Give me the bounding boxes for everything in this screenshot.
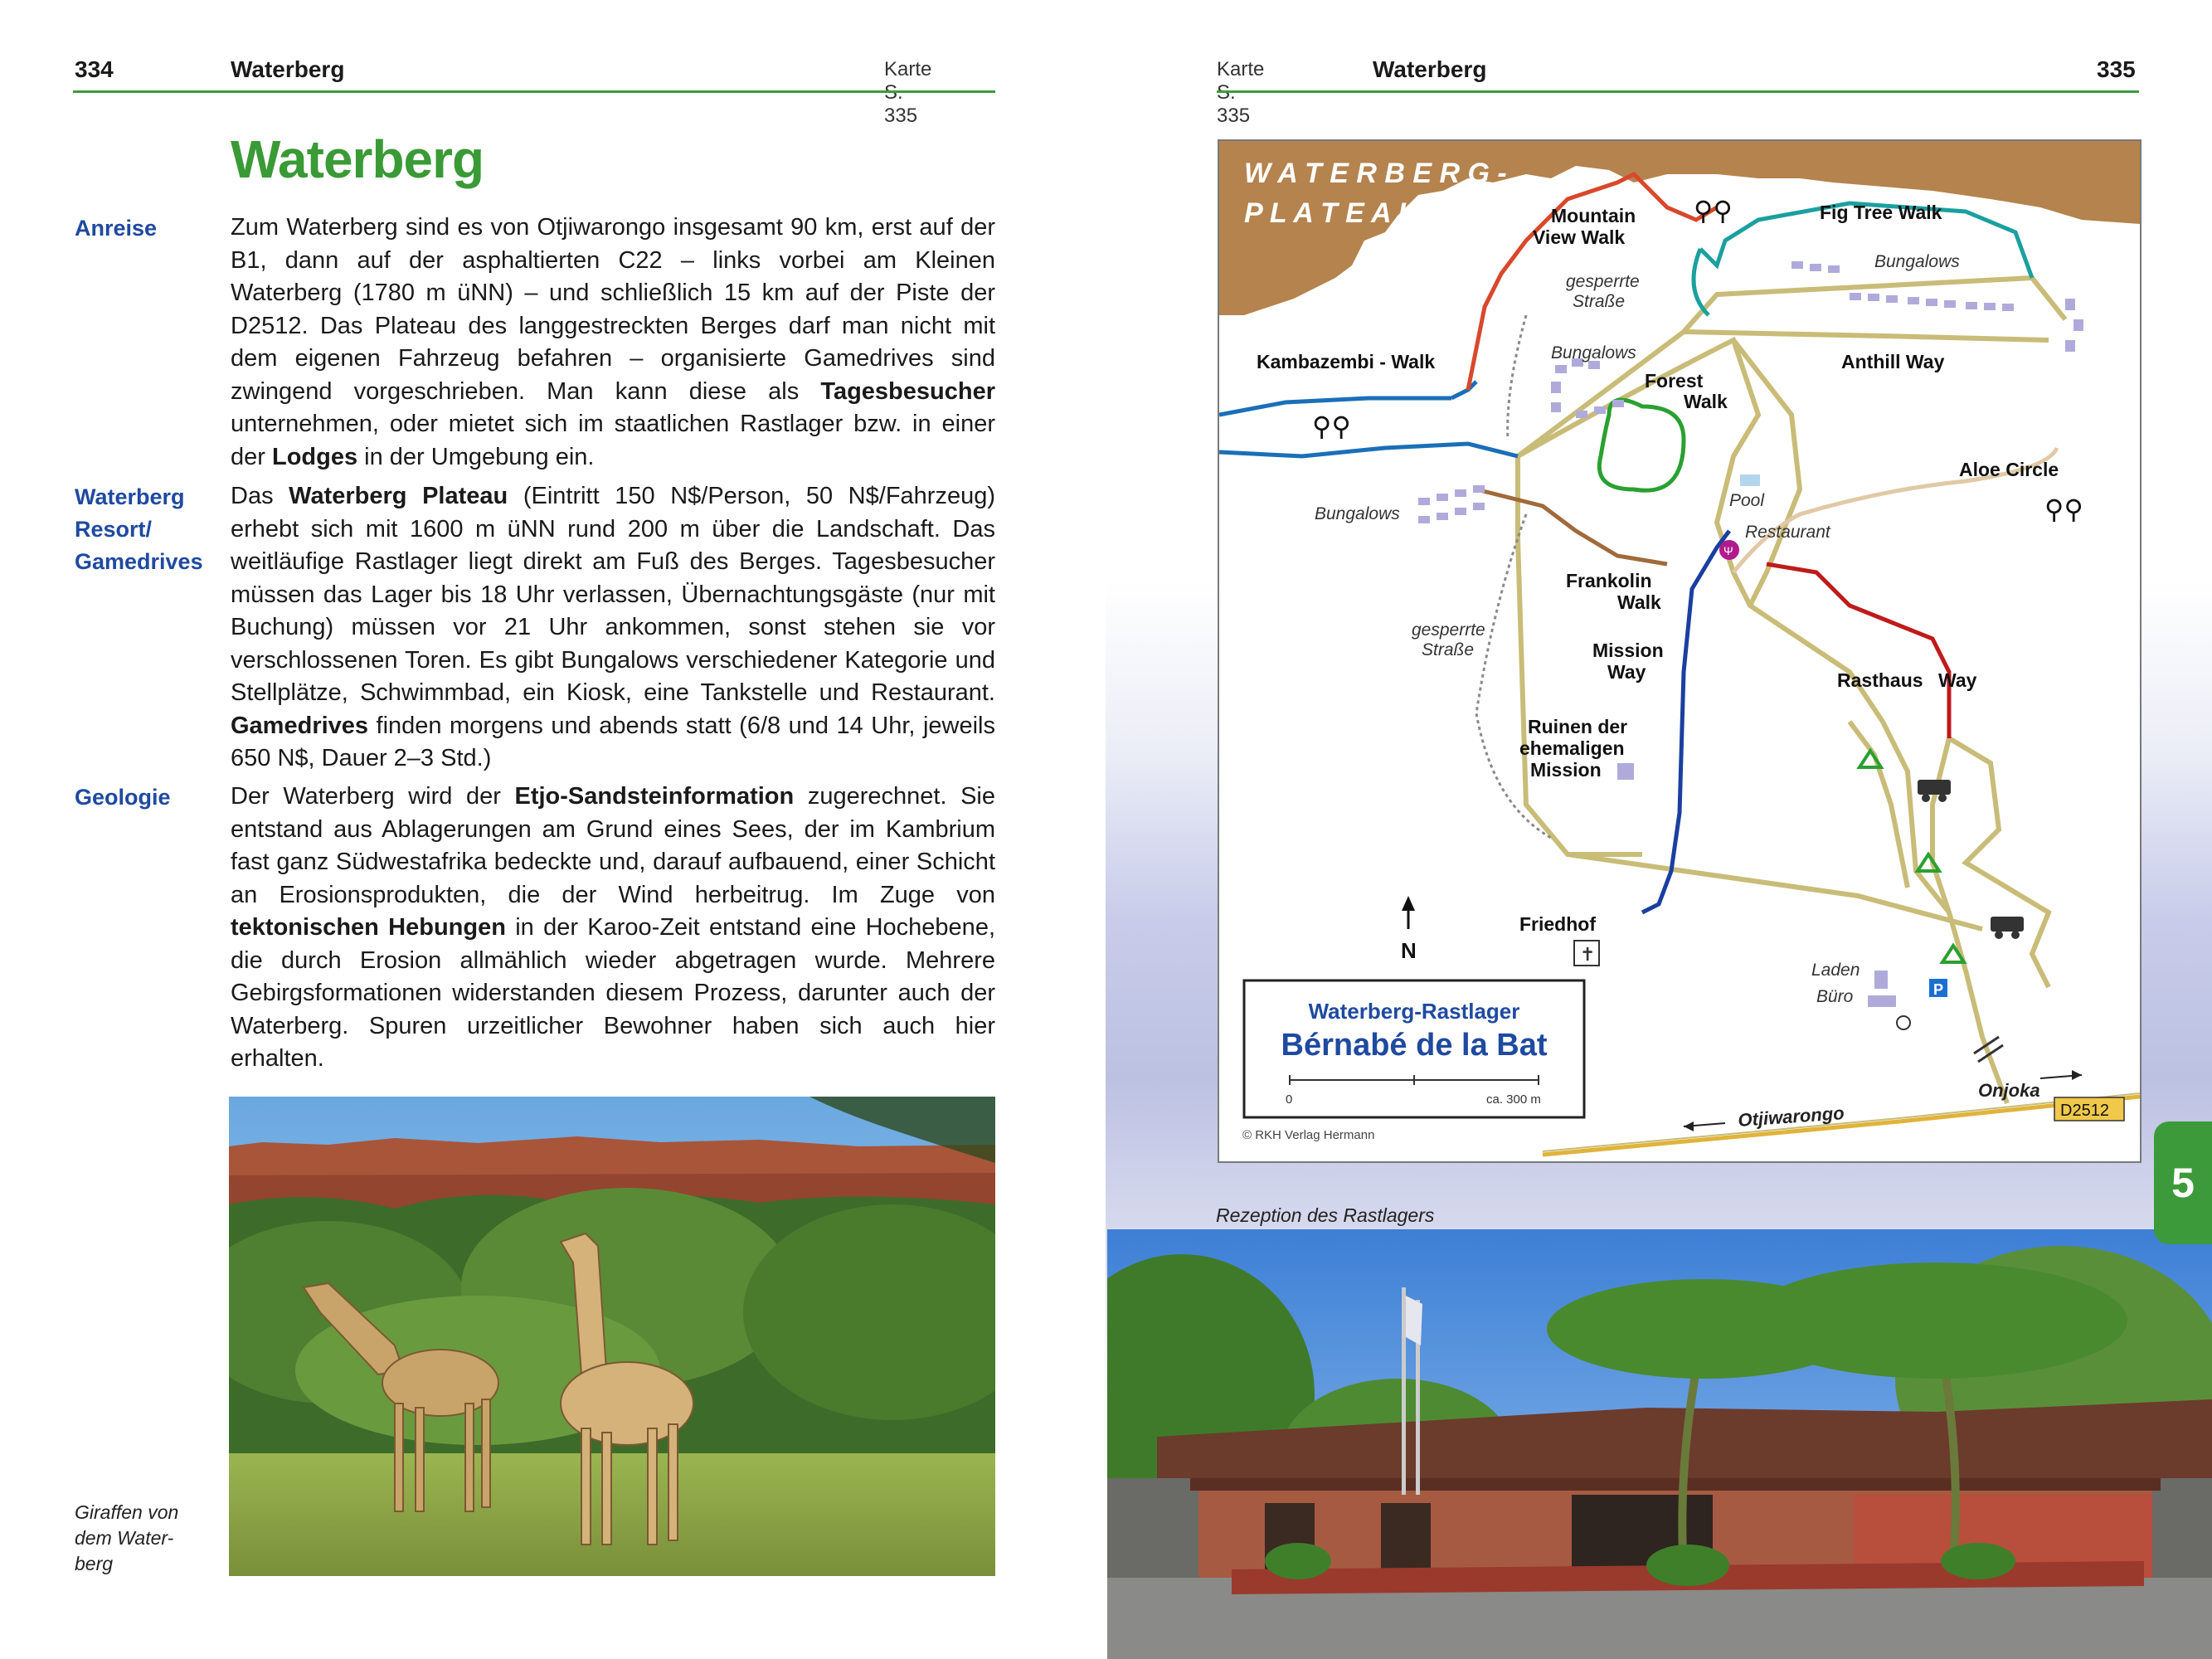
chapter-tab: 5 bbox=[2154, 1121, 2212, 1244]
svg-text:P: P bbox=[1933, 981, 1944, 998]
caption-line: dem Water- bbox=[75, 1527, 174, 1549]
label-onjoka: Onjoka bbox=[1978, 1080, 2040, 1101]
label-mountain-view-1: Mountain bbox=[1551, 205, 1636, 226]
label-forest-1: Forest bbox=[1645, 370, 1704, 392]
label-rasthaus-2: Way bbox=[1938, 669, 1977, 691]
label-gesperrte-2a: gesperrte bbox=[1412, 620, 1485, 640]
label-laden: Laden bbox=[1811, 961, 1860, 980]
plateau-label-line2: P L A T E A U bbox=[1244, 197, 1419, 229]
road-sign-text: D2512 bbox=[2060, 1102, 2109, 1120]
svg-text:Ψ: Ψ bbox=[1723, 544, 1733, 557]
forest-walk-trail bbox=[1599, 400, 1684, 490]
section-text-resort: Das Waterberg Plateau (Eintritt 150 N$/Person, 50 N$/Fahrzeug) erhebt sich mit 1600 m üNN rund 200 m über die Landschaft. Das weitläufige Rastlager liegt direkt am Fuß des Berges. Tagesbesucher müssen das Lager bis 18 Uhr verlassen, Übernachtungsgäste (nur mit Buchung) müssen vor 21 Uhr ankommen, sonst stehen sie vor verschlossenen Toren. Es gibt Bungalows verschiedener Kategorie und Stellplätze, Schwimmbad, ein Kiosk, eine Tankstelle und Restaurant. Gamedrives finden morgens und abends statt (6/8 und 14 Uhr, jeweils 650 N$, Dauer 2–3 Std.) bbox=[231, 483, 995, 771]
right-map-reference: Karte 335 bbox=[1217, 58, 1265, 127]
camp-map bbox=[1218, 139, 2142, 1163]
label-ruinen-3: Mission bbox=[1530, 759, 1602, 781]
chapter-heading: Waterberg bbox=[231, 129, 484, 189]
svg-text:⚲⚲: ⚲⚲ bbox=[2044, 494, 2083, 524]
section-label-anreise bbox=[75, 212, 157, 245]
scale-label: ca. 300 m bbox=[1486, 1092, 1541, 1107]
north-arrow bbox=[1401, 896, 1417, 963]
scale-zero: 0 bbox=[1286, 1092, 1293, 1107]
map-copyright: © RKH Verlag Hermann bbox=[1242, 1128, 1375, 1142]
label-mission-way-2: Way bbox=[1607, 661, 1646, 683]
svg-text:✝: ✝ bbox=[1580, 944, 1596, 965]
section-text-anreise: Zum Waterberg sind es von Otjiwarongo insgesamt 90 km, erst auf der B1, dann auf der asphaltierten C22 – links vorbei am Kleinen Waterberg (1780 m üNN) – und schließlich 15 km auf der Piste der D2512. Das Plateau des langgestreckten Berges darf man nicht mit dem eigenen Fahrzeug befahren – organisierte Gamedrives sind zwingend vorgeschrieben. Man kann diese als Tagesbesucher unternehmen, oder mietet sich im staatlichen Rastlager bzw. in einer der Lodges in der Umgebung ein. bbox=[231, 214, 995, 470]
section-label-geologie bbox=[75, 781, 171, 814]
svg-text:⚲⚲: ⚲⚲ bbox=[1312, 411, 1351, 441]
legend-line1: Waterberg-Rastlager bbox=[1308, 999, 1520, 1024]
label-fig-tree: Fig Tree Walk bbox=[1820, 202, 1942, 223]
label-rasthaus-1: Rasthaus bbox=[1837, 669, 1923, 691]
label-gesperrte-1b: Straße bbox=[1573, 292, 1626, 311]
label-otjiwarongo: Otjiwarongo bbox=[1737, 1102, 1845, 1131]
label-frankolin-2: Walk bbox=[1617, 591, 1661, 613]
svg-text:⚲⚲: ⚲⚲ bbox=[1694, 196, 1733, 226]
label-frankolin-1: Frankolin bbox=[1566, 570, 1652, 591]
label-buero: Büro bbox=[1816, 987, 1854, 1006]
label-friedhof: Friedhof bbox=[1519, 913, 1596, 935]
label-gesperrte-2b: Straße bbox=[1422, 640, 1475, 659]
caption-line: Giraffen von bbox=[75, 1501, 179, 1523]
phone-icon bbox=[1897, 1016, 1910, 1029]
label-anthill: Anthill Way bbox=[1841, 351, 1945, 372]
right-running-title: Waterberg bbox=[1373, 56, 1487, 82]
label-kambazembi: Kambazembi - Walk bbox=[1257, 351, 1436, 372]
label-line: Anreise bbox=[75, 216, 158, 241]
label-line: Geologie bbox=[75, 785, 171, 810]
label-mountain-view-2: View Walk bbox=[1533, 226, 1626, 248]
left-running-title: Waterberg bbox=[231, 56, 345, 82]
reception-photo-caption: Rezeption des Rastlagers bbox=[1216, 1204, 1435, 1226]
right-page-number: 335 bbox=[2097, 56, 2136, 82]
caption-line: berg bbox=[75, 1553, 114, 1574]
right-header-rule bbox=[1217, 90, 2139, 93]
svg-text:N: N bbox=[1401, 938, 1417, 963]
left-map-reference: Karte 335 bbox=[884, 58, 932, 127]
plateau-label-line1: W A T E R B E R G - bbox=[1244, 158, 1507, 189]
label-line: Waterberg bbox=[75, 484, 185, 509]
section-label-resort bbox=[75, 481, 203, 578]
label-bungalows-left: Bungalows bbox=[1315, 504, 1400, 523]
label-line: Gamedrives bbox=[75, 549, 203, 574]
label-bungalows-top: Bungalows bbox=[1874, 252, 1960, 271]
label-restaurant: Restaurant bbox=[1745, 523, 1830, 542]
label-line: Resort/ bbox=[75, 517, 153, 542]
label-ruinen-1: Ruinen der bbox=[1528, 716, 1628, 737]
giraffe-photo-caption bbox=[75, 1500, 207, 1577]
left-page-number: 334 bbox=[75, 56, 114, 82]
label-mission-way-1: Mission bbox=[1592, 640, 1664, 661]
bungalow-markers bbox=[1418, 261, 2083, 1007]
label-forest-2: Walk bbox=[1684, 391, 1728, 412]
giraffe-photo bbox=[229, 1097, 995, 1576]
pool-marker bbox=[1740, 474, 1760, 486]
reception-photo bbox=[1107, 1229, 2212, 1659]
section-text-geologie: Der Waterberg wird der Etjo-Sandsteinformation zugerechnet. Sie entstand aus Ablagerungen am Grund eines Sees, der im Kambrium fast ganz Südwestafrika bedeckte und, darauf aufbauend, einer Schicht an Erosionsprodukten, die der Wind herbeitrug. Im Zuge von tektonischen Hebungen in der Karoo-Zeit entstand eine Hochebene, die durch Erosion allmählich wieder abgetragen wurde. Mehrere Gebirgsformationen widerstanden diesem Prozess, darunter auch der Waterberg. Spuren urzeitlicher Bewohner haben sich auch hier erhalten. bbox=[231, 783, 996, 1072]
label-gesperrte-1a: gesperrte bbox=[1566, 272, 1640, 291]
label-aloe: Aloe Circle bbox=[1959, 459, 2059, 480]
label-bungalows-mid: Bungalows bbox=[1551, 343, 1636, 362]
label-ruinen-2: ehemaligen bbox=[1519, 737, 1625, 759]
legend-line2: Bérnabé de la Bat bbox=[1281, 1028, 1548, 1063]
left-header-rule bbox=[73, 90, 995, 93]
label-pool: Pool bbox=[1729, 491, 1765, 510]
